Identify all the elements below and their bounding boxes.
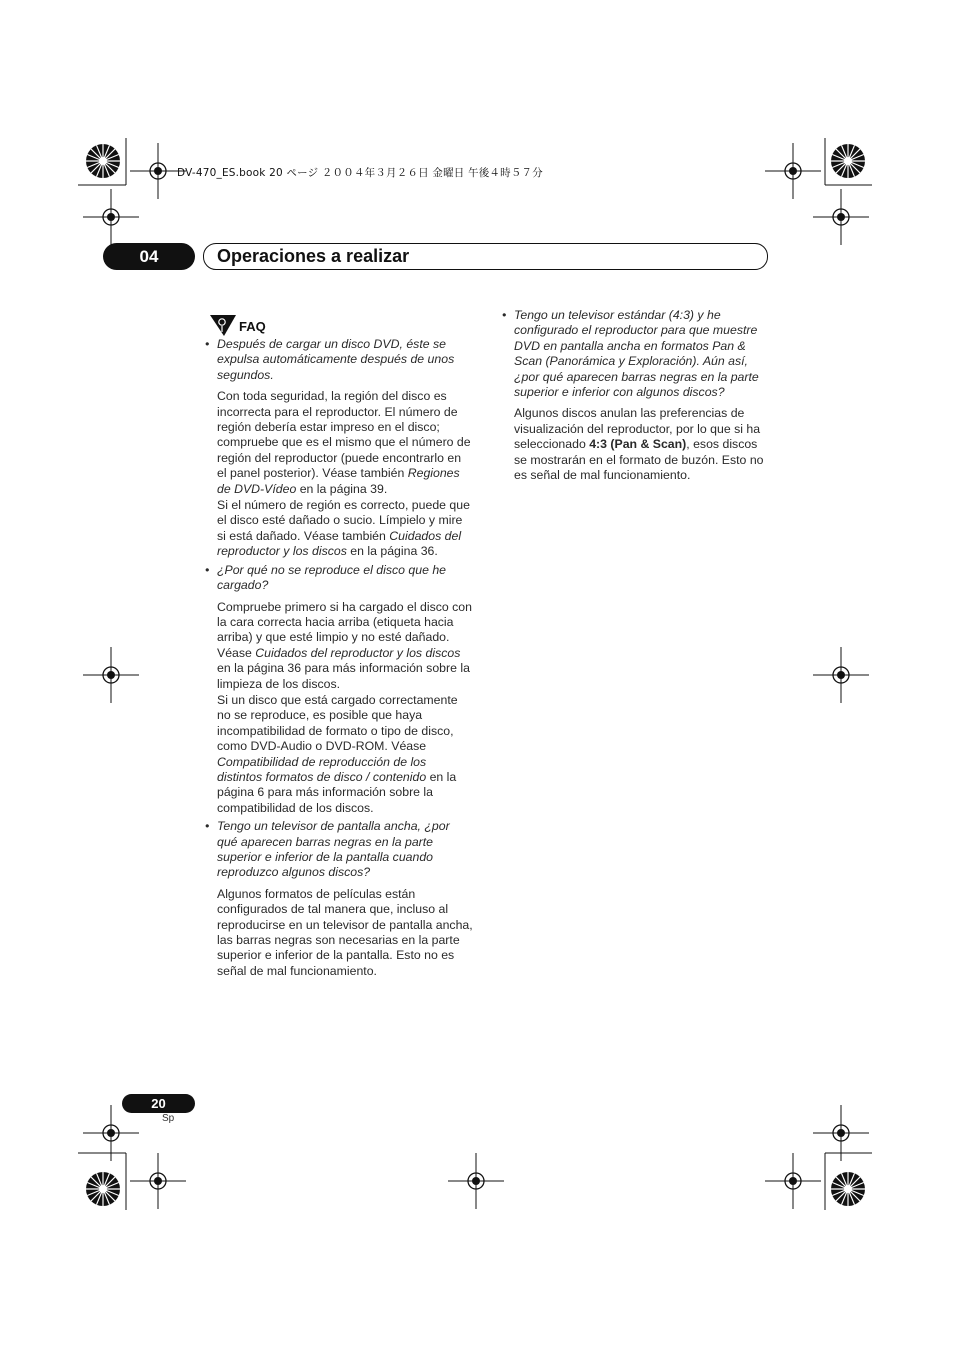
registration-mark-icon [813,647,869,703]
bullet: • [502,308,507,322]
registration-mark-icon [83,647,139,703]
question-text: Después de cargar un disco DVD, éste se expulsa automáticamente después de unos segundos. [217,337,455,382]
cross-reference: Compatibilidad de reproducción de los distintos formatos de disco / contenido [217,754,427,784]
answer-text: , esos discos se mostrarán en el formato de buzón. Esto no es señal de mal funcionamiento. [514,437,764,483]
faq-question [502,308,770,400]
registration-burst-icon [831,1172,865,1206]
answer-text: Si el número de región es correcto, puede que el disco esté dañado o sucio. Límpielo y mire si está dañado. Véase también [217,498,470,543]
registration-burst-icon [86,1172,120,1206]
chapter-header [203,243,768,270]
chapter-title: Operaciones a realizar [217,246,410,266]
answer-text: Algunos discos anulan las preferencias de visualización del reproductor, por lo que si ha seleccionado [514,406,761,452]
faq-answer [205,498,473,560]
faq-answer [205,600,473,692]
registration-burst-icon [86,144,120,178]
faq-question [205,563,473,594]
faq-question [205,337,473,383]
registration-mark-icon [813,189,869,245]
registration-mark-icon [448,1153,504,1209]
cross-reference: Cuidados del reproductor y los discos [255,645,461,660]
faq-question [205,819,473,881]
cross-reference: Cuidados del reproductor y los discos [217,528,462,559]
registration-burst-icon [831,144,865,178]
faq-right-column [502,308,770,483]
answer-text: en la página 36 para más información sobre la limpieza de los discos. [217,661,470,691]
answer-text: Algunos formatos de películas están configurados de tal manera que, incluso al reproducirse en un televisor de pantalla ancha, las barras negras son necesarias en la parte superior e inferior de la pantalla. Esto no es señal de mal funcionamiento. [217,886,473,978]
faq-label: FAQ [239,319,266,334]
faq-answer [502,406,770,483]
answer-text: Compruebe primero si ha cargado el disco con la cara correcta hacia arriba (etiqueta hacia arriba) y que esté limpio y no esté dañado. Véase [217,599,472,660]
chapter-number: 04 [103,243,195,270]
registration-mark-icon [130,1153,186,1209]
registration-mark-icon [765,143,821,199]
faq-hint-icon [210,313,236,337]
answer-text: en la página 39. [296,481,388,496]
question-text: Tengo un televisor estándar (4:3) y he configurado el reproductor para que muestre DVD en pantalla ancha en formatos Pan & Scan (Panorámica y Exploración). Aún así, ¿por qué aparecen barras negras en la parte superior e inferior con algunos discos? [514,308,759,400]
answer-text: en la página 36. [346,544,438,559]
faq-left-column [205,337,473,979]
faq-answer [205,693,473,816]
faq-answer [205,389,473,497]
answer-text: Con toda seguridad, la región del disco es incorrecta para el reproductor. El número de región debería estar impreso en el disco; compruebe que es el mismo que el número de región del reproductor (puede encontrarlo en el panel posterior). Véase también [217,389,471,481]
registration-mark-icon [83,189,139,245]
setting-name: 4:3 (Pan & Scan) [589,437,687,452]
cross-reference: Regiones de DVD-Vídeo [217,466,460,496]
page-language: Sp [162,1113,175,1124]
faq-answer [205,887,473,979]
question-text: ¿Por qué no se reproduce el disco que he cargado? [217,562,447,593]
page-number: 20 [122,1094,195,1113]
answer-text: Si un disco que está cargado correctamente no se reproduce, es posible que haya incompatibilidad de formato o tipo de disco, como DVD-Audio o DVD-ROM. Véase [217,692,458,754]
question-text: Tengo un televisor de pantalla ancha, ¿por qué aparecen barras negras en la parte superior e inferior de la pantalla cuando reproduzco algunos discos? [217,819,450,880]
print-header: DV-470_ES.book 20 ページ ２００４年３月２６日 金曜日 午後４時５７分 [177,167,543,179]
bullet: • [205,337,210,351]
registration-mark-icon [765,1153,821,1209]
bullet: • [205,819,210,834]
answer-text: en la página 6 para más información sobre la compatibilidad de los discos. [217,769,457,815]
bullet: • [205,562,210,577]
